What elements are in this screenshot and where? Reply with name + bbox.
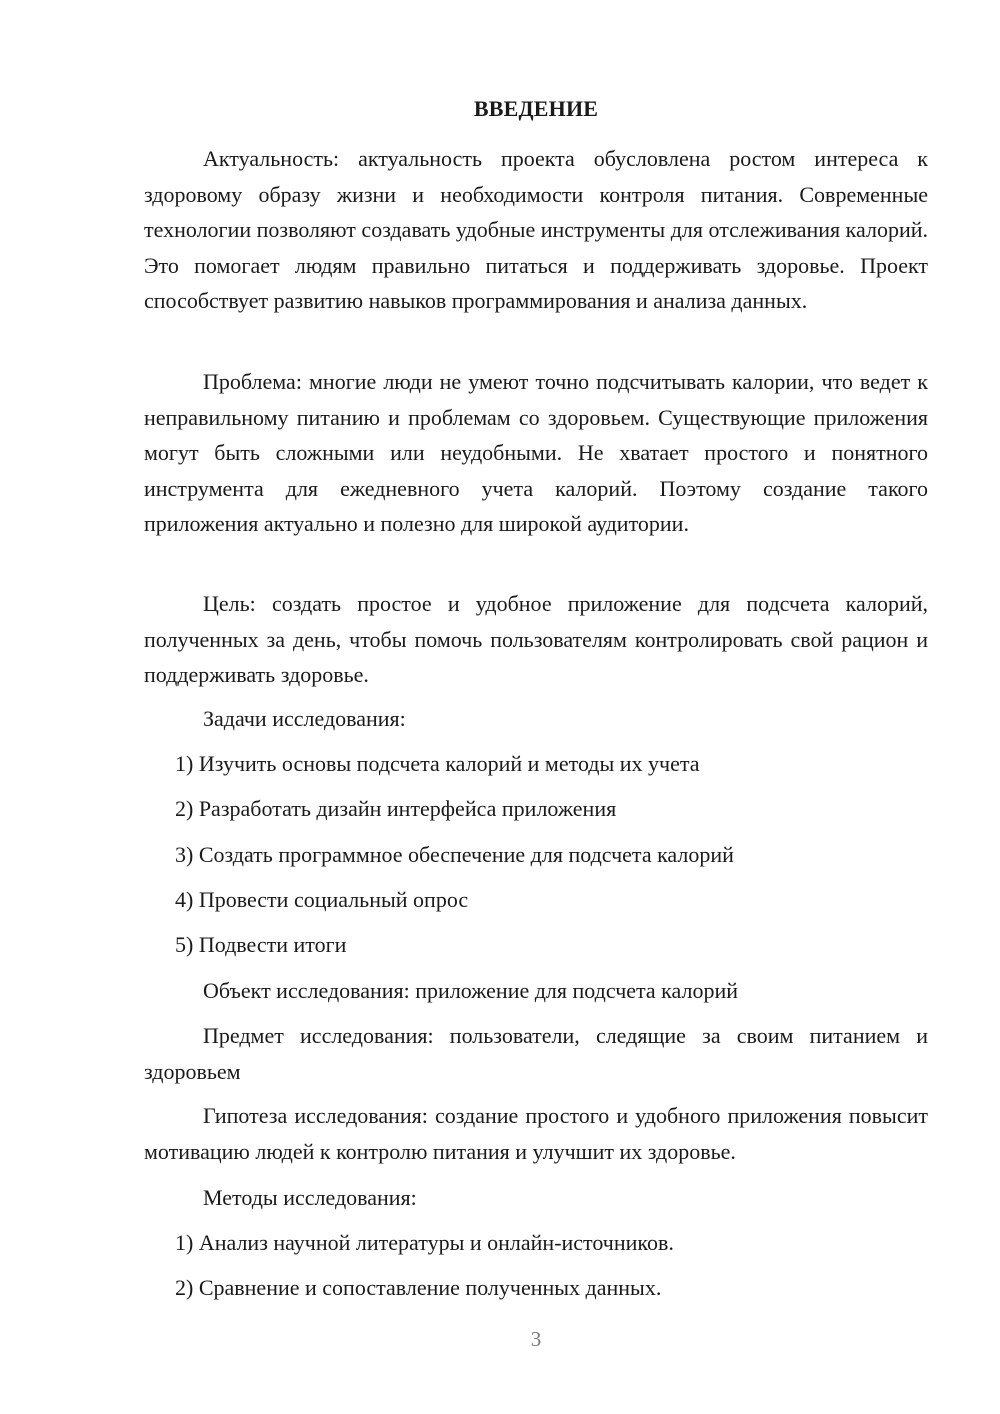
methods-heading: Методы исследования:	[203, 1185, 417, 1210]
goal-paragraph: Цель: создать простое и удобное приложение для подсчета калорий, полученных за день, чтобы помочь пользователям контролировать свой рацион и поддерживать здоровье.	[144, 591, 928, 688]
task-item: 1) Изучить основы подсчета калорий и методы их учета	[175, 751, 700, 776]
object-line: Объект исследования: приложение для подсчета калорий	[203, 978, 739, 1003]
tasks-heading: Задачи исследования:	[203, 706, 406, 731]
task-item: 2) Разработать дизайн интерфейса приложения	[175, 796, 617, 821]
task-item: 4) Провести социальный опрос	[175, 887, 469, 912]
task-item: 5) Подвести итоги	[175, 932, 347, 957]
method-item: 2) Сравнение и сопоставление полученных данных.	[175, 1275, 662, 1300]
task-item: 3) Создать программное обеспечение для подсчета калорий	[175, 842, 734, 867]
subject-paragraph: Предмет исследования: пользователи, следящие за своим питанием и здоровьем	[144, 1023, 928, 1084]
hypothesis-paragraph: Гипотеза исследования: создание простого и удобного приложения повысит мотивацию людей к контролю питания и улучшит их здоровье.	[144, 1103, 928, 1164]
relevance-paragraph: Актуальность: актуальность проекта обусловлена ростом интереса к здоровому образу жизни и необходимости контроля питания. Современные технологии позволяют создавать удобные инструменты для отслеживания калорий. Это помогает людям правильно питаться и поддерживать здоровье. Проект способствует развитию навыков программирования и анализа данных.	[144, 146, 928, 314]
page-number: 3	[530, 1327, 542, 1351]
problem-paragraph: Проблема: многие люди не умеют точно подсчитывать калории, что ведет к неправильному питанию и проблемам со здоровьем. Существующие приложения могут быть сложными или неудобными. Не хватает простого и понятного инструмента для ежедневного учета калорий. Поэтому создание такого приложения актуально и полезно для широкой аудитории.	[144, 369, 928, 537]
page-title: ВВЕДЕНИЕ	[473, 96, 599, 121]
method-item: 1) Анализ научной литературы и онлайн-источников.	[175, 1230, 674, 1255]
